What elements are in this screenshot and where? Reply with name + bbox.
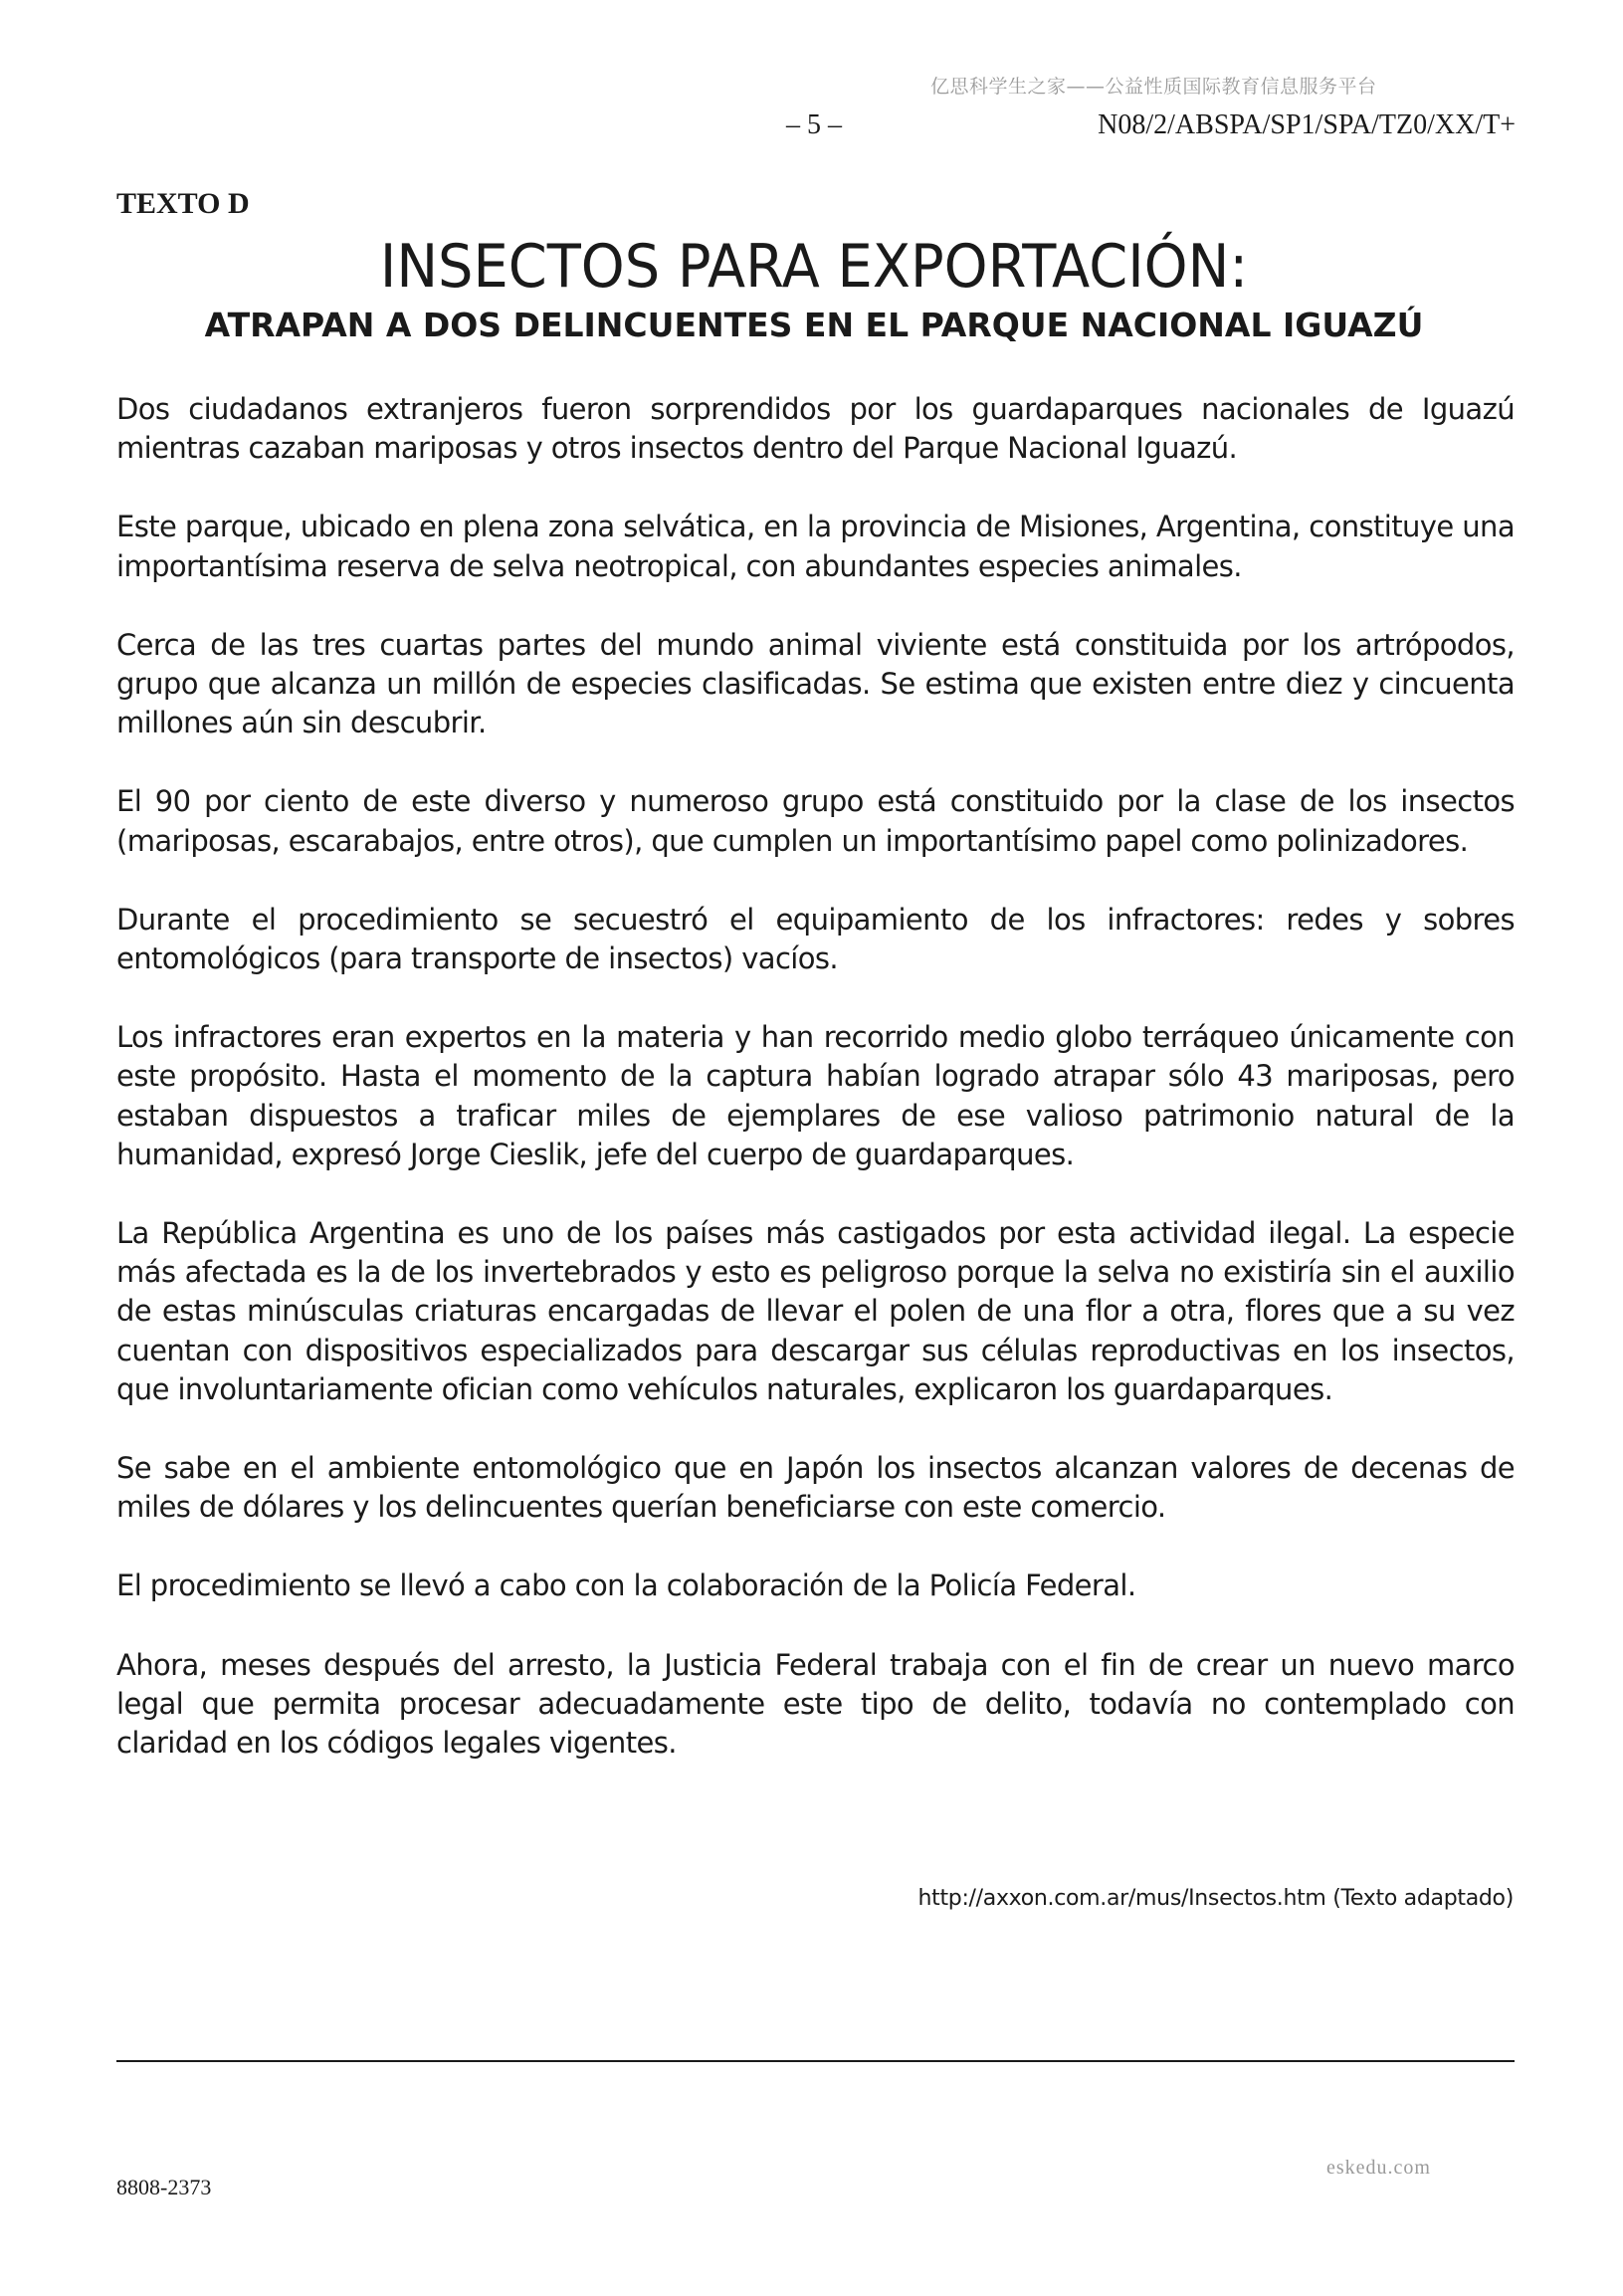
paragraph: El 90 por ciento de este diverso y numeroso grupo está constituido por la clase de los insectos (mariposas, escarabajos, entre otros), que cumplen un importantísimo papel como polinizadores. <box>116 784 1515 858</box>
paragraph: Ahora, meses después del arresto, la Justicia Federal trabaja con el fin de crear un nuevo marco legal que permita procesar adecuadamente este tipo de delito, todavía no contemplado con claridad en los códigos legales vigentes. <box>116 1647 1515 1761</box>
paragraph: Se sabe en el ambiente entomológico que en Japón los insectos alcanzan valores de decenas de miles de dólares y los delincuentes querían beneficiarse con este comercio. <box>116 1451 1515 1525</box>
paragraph: El procedimiento se llevó a cabo con la colaboración de la Policía Federal. <box>116 1568 1136 1603</box>
page-number: – 5 – <box>786 109 842 140</box>
paragraph: Dos ciudadanos extranjeros fueron sorprendidos por los guardaparques nacionales de Iguazú mientras cazaban mariposas y otros insectos dentro del Parque Nacional Iguazú. <box>116 392 1515 466</box>
paragraph: Los infractores eran expertos en la materia y han recorrido medio globo terráqueo únicamente con este propósito. Hasta el momento de la captura habían logrado atrapar sólo 43 mariposas, pero estaban dispuestos a traficar miles de ejemplares de ese valioso patrimonio natural de la humanidad, expresó Jorge Cieslik, jefe del cuerpo de guardaparques. <box>116 1020 1515 1171</box>
paragraph: Este parque, ubicado en plena zona selvática, en la provincia de Misiones, Argentina, constituye una importantísima reserva de selva neotropical, con abundantes especies animales. <box>116 510 1515 583</box>
article-body <box>116 390 1515 1802</box>
paragraph: La República Argentina es uno de los países más castigados por esta actividad ilegal. La especie más afectada es la de los invertebrados y esto es peligroso porque la selva no existiría sin el auxilio de estas minúsculas criaturas encargadas de llevar el polen de una flor a otra, flores que a su vez cuentan con dispositivos especializados para descargar sus células reproductivas en los insectos, que involuntariamente ofician como vehículos naturales, explicaron los guardaparques. <box>116 1216 1515 1406</box>
header-watermark: 亿思科学生之家——公益性质国际教育信息服务平台 <box>930 76 1377 98</box>
article-title: INSECTOS PARA EXPORTACIÓN: <box>379 232 1249 302</box>
footer-watermark: eskedu.com <box>1326 2157 1431 2179</box>
document-number: 8808-2373 <box>116 2175 212 2199</box>
footer-divider <box>116 2060 1515 2062</box>
text-label: TEXTO D <box>116 187 250 220</box>
exam-code: N08/2/ABSPA/SP1/SPA/TZ0/XX/T+ <box>1098 109 1516 140</box>
paragraph: Durante el procedimiento se secuestró el equipamiento de los infractores: redes y sobres entomológicos (para transporte de insectos) vacíos. <box>116 902 1515 976</box>
paragraph: Cerca de las tres cuartas partes del mundo animal viviente está constituida por los artrópodos, grupo que alcanza un millón de especies clasificadas. Se estima que existen entre diez y cincuenta millones aún sin descubrir. <box>116 627 1515 740</box>
article-subtitle: ATRAPAN A DOS DELINCUENTES EN EL PARQUE NACIONAL IGUAZÚ <box>204 306 1424 344</box>
source-citation: http://axxon.com.ar/mus/Insectos.htm (Texto adaptado) <box>917 1886 1514 1911</box>
